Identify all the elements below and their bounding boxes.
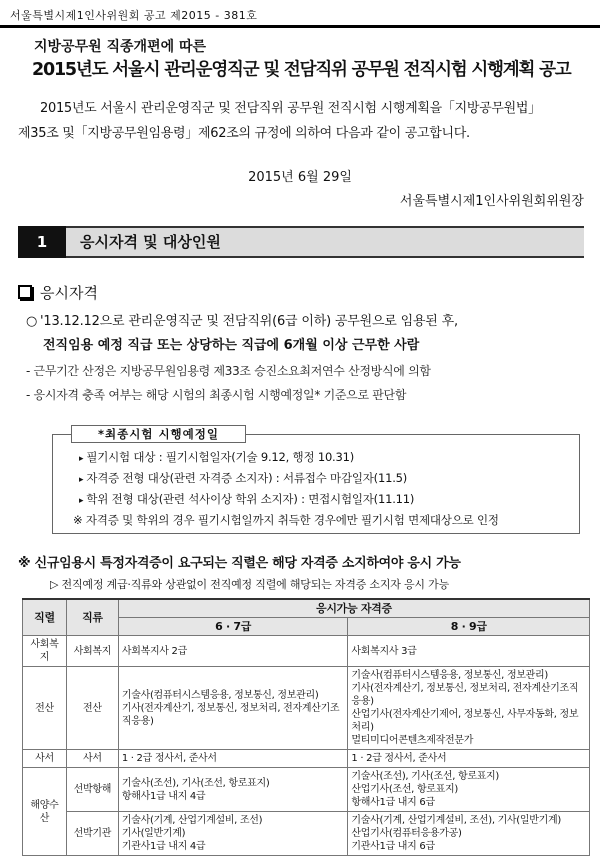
- table-cell-g89: 기술사(기계, 산업기계설비, 조선), 기사(일반기계) 산업기사(컴퓨터응용가공) 기관사1급 내지 6급: [348, 812, 590, 856]
- qualification-bullet: [26, 310, 592, 358]
- table-header-qualified: 응시가능 자격증: [118, 599, 589, 618]
- header-divider: [0, 25, 600, 28]
- table-cell-series: 해양수산: [23, 768, 67, 856]
- qualified-license-table: [22, 598, 590, 856]
- table-cell-g67: 1 · 2급 정사서, 준사서: [118, 750, 348, 768]
- triangle-bullet-icon: ▸: [79, 496, 84, 506]
- final-exam-note: ※ 자격증 및 학위의 경우 필기시험일까지 취득한 경우에만 필기시험 면제대상으로 인정: [73, 513, 499, 527]
- table-header-series: 직렬: [23, 599, 67, 636]
- final-exam-item-text: 학위 전형 대상(관련 석사이상 학위 소지자) : 면접시험일자(11.11): [86, 492, 415, 506]
- section-title: 응시자격 및 대상인원: [80, 233, 221, 251]
- table-row: [23, 750, 590, 768]
- table-cell-series: 전산: [23, 667, 67, 750]
- bullet-line-2: 전직임용 예정 직급 또는 상당하는 직급에 6개월 이상 근무한 사람: [43, 338, 420, 353]
- bullet-line-1: [26, 310, 592, 334]
- triangle-bullet-icon: ▸: [79, 475, 84, 485]
- section-number: 1: [18, 226, 66, 258]
- table-row: [23, 768, 590, 812]
- final-exam-box-tab: *최종시험 시행예정일: [71, 425, 246, 443]
- final-exam-box: [52, 427, 580, 534]
- dash-note-1: - 근무기간 산정은 지방공무원임용령 제33조 승진소요최저연수 산정방식에 의함: [26, 364, 431, 378]
- announcement-date: 2015년 6월 29일: [248, 170, 352, 185]
- table-cell-g89: 기술사(조선), 기사(조선, 항로표지) 산업기사(조선, 항로표지) 항해사1급 내지 6급: [348, 768, 590, 812]
- table-cell-subseries: 사회복지: [66, 636, 118, 667]
- qualification-heading: 응시자격: [40, 284, 98, 302]
- table-row: [23, 667, 590, 750]
- notice-number: 서울특별시제1인사위원회 공고 제2015 - 381호: [10, 9, 258, 22]
- table-cell-subseries: 선박항해: [66, 768, 118, 812]
- table-row: [23, 636, 590, 667]
- document-title: 2015년도 서울시 관리운영직군 및 전담직위 공무원 전직시험 시행계획 공고: [32, 60, 571, 80]
- table-cell-g67: 기술사(조선), 기사(조선, 항로표지) 항해사1급 내지 4급: [118, 768, 348, 812]
- qualification-heading-row: [18, 282, 98, 303]
- intro-line-1: 2015년도 서울시 관리운영직군 및 전담직위 공무원 전직시험 시행계획을「지방공무원법」: [40, 101, 541, 116]
- document-subtitle: 지방공무원 직종개편에 따른: [34, 39, 207, 55]
- table-cell-g67: 기술사(기계, 산업기계설비, 조선) 기사(일반기계) 기관사1급 내지 4급: [118, 812, 348, 856]
- dash-note-2: - 응시자격 충족 여부는 해당 시험의 최종시험 시행예정일* 기준으로 판단함: [26, 388, 407, 402]
- license-notice-sub: ▷ 전직예정 계급·직류와 상관없이 전직예정 직렬에 해당되는 자격증 소지자 응시 가능: [50, 578, 450, 591]
- circle-bullet-icon: ○: [26, 314, 38, 329]
- table-header-subseries: 직류: [66, 599, 118, 636]
- checkbox-icon: [18, 285, 32, 299]
- final-exam-item: [79, 470, 407, 486]
- final-exam-item-text: 자격증 전형 대상(관련 자격증 소지자) : 서류접수 마감일자(11.5): [86, 471, 408, 485]
- table-cell-g89: 1 · 2급 정사서, 준사서: [348, 750, 590, 768]
- triangle-bullet-icon: ▸: [79, 454, 84, 464]
- table-cell-subseries: 선박기관: [66, 812, 118, 856]
- table-header-grade-67: 6 · 7급: [118, 618, 348, 636]
- table-cell-g67: 사회복지사 2급: [118, 636, 348, 667]
- final-exam-item: [79, 449, 354, 465]
- section-header: [18, 226, 584, 258]
- table-cell-g67: 기술사(컴퓨터시스템응용, 정보통신, 정보관리) 기사(전자계산기, 정보통신, 정보처리, 전자계산기조직응용): [118, 667, 348, 750]
- license-notice: ※ 신규임용시 특정자격증이 요구되는 직렬은 해당 자격증 소지하여야 응시 가능: [18, 556, 461, 571]
- signer: 서울특별시제1인사위원회위원장: [399, 194, 584, 209]
- table-cell-g89: 사회복지사 3급: [348, 636, 590, 667]
- intro-line-2: 제35조 및「지방공무원임용령」제62조의 규정에 의하여 다음과 같이 공고합니다.: [18, 126, 470, 141]
- final-exam-item-text: 필기시험 대상 : 필기시험일자(기술 9.12, 행정 10.31): [86, 450, 355, 464]
- table-cell-series: 사회복지: [23, 636, 67, 667]
- table-cell-g89: 기술사(컴퓨터시스템응용, 정보통신, 정보관리) 기사(전자계산기, 정보통신, 정보처리, 전자계산기조직응용) 산업기사(전자계산기제어, 정보통신, 사무자동화, 정보처리) 멀티미디어콘텐츠제작전문가: [348, 667, 590, 750]
- table-cell-subseries: 사서: [66, 750, 118, 768]
- intro-paragraph: [18, 96, 590, 146]
- table-header-grade-89: 8 · 9급: [348, 618, 590, 636]
- table-row: [23, 812, 590, 856]
- table-cell-series: 사서: [23, 750, 67, 768]
- table-cell-subseries: 전산: [66, 667, 118, 750]
- bullet-text-1: '13.12.12으로 관리운영직군 및 전담직위(6급 이하) 공무원으로 임용된 후,: [40, 314, 458, 329]
- final-exam-item: [79, 491, 414, 507]
